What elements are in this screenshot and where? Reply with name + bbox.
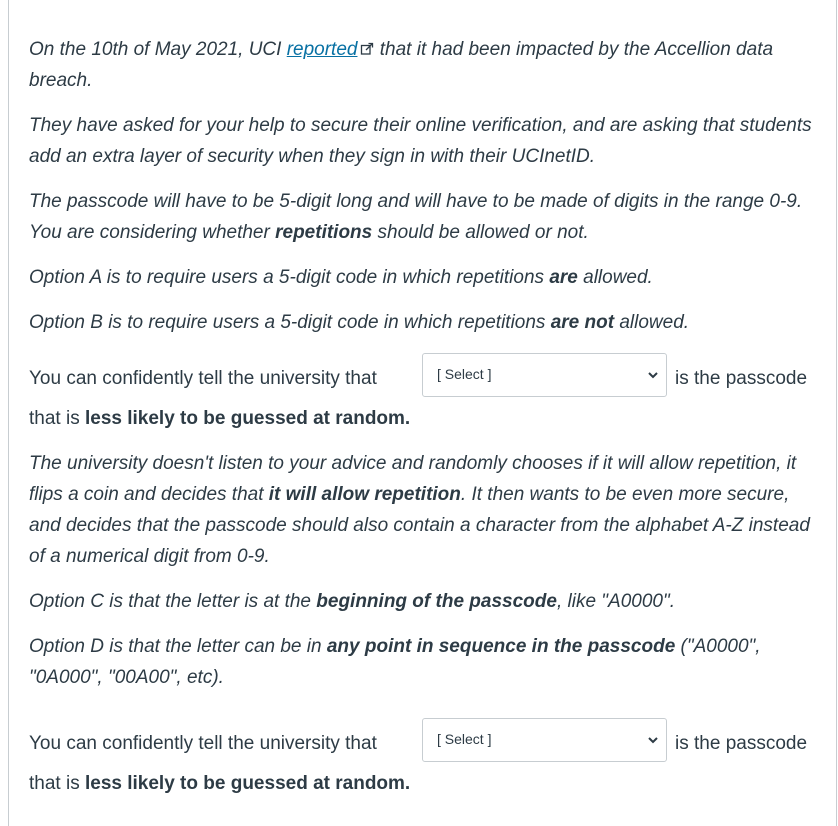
answer-select-1[interactable]	[422, 353, 667, 397]
question-2-continuation	[29, 768, 819, 799]
text: allowed.	[614, 312, 690, 333]
question-content	[29, 34, 819, 799]
emphasis: less likely to be guessed at random.	[84, 408, 411, 429]
text: allowed.	[577, 267, 653, 288]
question-2-suffix: is the passcode	[675, 733, 808, 754]
text: The passcode will have to be 5-digit long and will have to be made of digits in the range 0-9. You are considering whether	[29, 191, 803, 243]
emphasis: it will allow repetition	[268, 484, 461, 505]
chevron-down-icon	[647, 370, 659, 380]
text: that is	[29, 773, 85, 794]
emphasis: less likely to be guessed at random.	[84, 773, 411, 794]
paragraph-option-d	[29, 631, 819, 693]
emphasis: beginning of the passcode	[316, 591, 557, 612]
question-2-line	[29, 718, 819, 766]
answer-select-2[interactable]	[422, 718, 667, 762]
question-1-continuation	[29, 403, 819, 434]
text: Option C is that the letter is at the	[29, 591, 317, 612]
text: , like "A0000".	[556, 591, 676, 612]
question-2-prefix: You can confidently tell the university that	[29, 733, 377, 754]
question-1-line	[29, 353, 819, 401]
paragraph-intro	[29, 34, 819, 96]
paragraph-option-c	[29, 586, 819, 617]
paragraph-help: They have asked for your help to secure their online verification, and are asking that students add an extra layer of security when they sign in with their UCInetID.	[29, 115, 812, 167]
text: that is	[29, 408, 85, 429]
emphasis: repetitions	[275, 222, 373, 243]
emphasis: are	[549, 267, 578, 288]
chevron-down-icon	[647, 735, 659, 745]
text: On the 10th of May 2021, UCI	[29, 39, 287, 60]
paragraph-option-a	[29, 262, 819, 293]
reported-link[interactable]: reported	[286, 39, 358, 60]
paragraph-passcode	[29, 186, 819, 248]
external-link-icon[interactable]	[360, 35, 374, 49]
emphasis: any point in sequence in the passcode	[326, 636, 676, 657]
text: Option D is that the letter can be in	[29, 636, 327, 657]
question-1-suffix: is the passcode	[675, 368, 808, 389]
text: Option B is to require users a 5-digit code in which repetitions	[29, 312, 551, 333]
text: that it had been impacted by the Accellion data breach.	[29, 39, 774, 91]
text: Option A is to require users a 5-digit code in which repetitions	[29, 267, 550, 288]
select-value: [ Select ]	[437, 366, 492, 382]
paragraph-option-b	[29, 307, 819, 338]
emphasis: are not	[550, 312, 615, 333]
question-1-prefix: You can confidently tell the university that	[29, 368, 377, 389]
text: . It then wants to be even more secure, and decides that the passcode should also contain a character from the alphabet A-Z instead of a numerical digit from 0-9.	[29, 484, 810, 567]
paragraph-university	[29, 448, 819, 572]
text: ("A0000", "0A000", "00A00", etc).	[29, 636, 761, 688]
text: should be allowed or not.	[372, 222, 589, 243]
select-value: [ Select ]	[437, 731, 492, 747]
text: The university doesn't listen to your advice and randomly chooses if it will allow repetition, it flips a coin and decides that	[29, 453, 797, 505]
